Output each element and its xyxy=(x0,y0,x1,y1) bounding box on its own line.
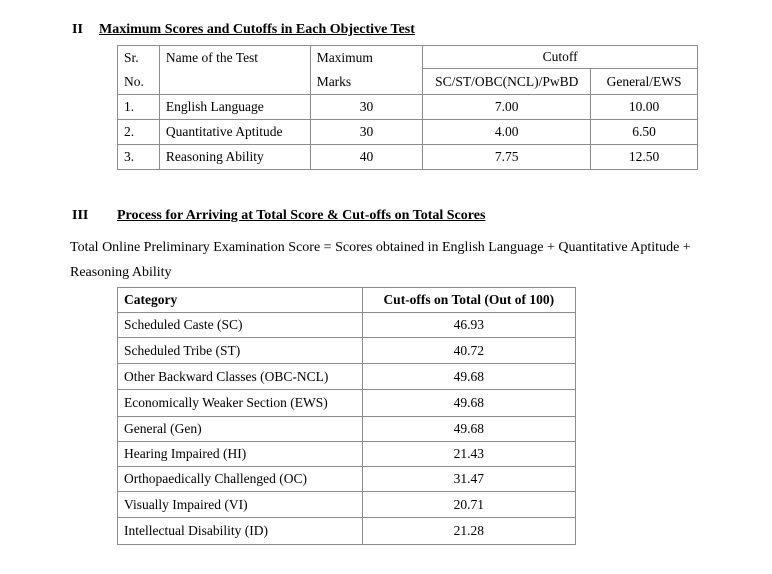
sr-cell: 1. xyxy=(118,95,160,120)
table-row xyxy=(118,442,576,467)
test-name-cell: Reasoning Ability xyxy=(159,145,310,170)
cutoff-value-cell: 31.47 xyxy=(362,467,575,492)
cutoff-value-cell: 49.68 xyxy=(362,417,575,442)
test-name-cell: Quantitative Aptitude xyxy=(159,120,310,145)
table-row xyxy=(118,492,576,518)
sr-cell: 3. xyxy=(118,145,160,170)
category-cell: Economically Weaker Section (EWS) xyxy=(118,390,363,417)
cutoff-reserved-cell: 4.00 xyxy=(423,120,591,145)
max-marks-cell: 30 xyxy=(310,120,423,145)
table-header-row xyxy=(118,288,576,313)
table-header-row-1 xyxy=(118,46,698,69)
table-row xyxy=(118,338,576,364)
cutoff-value-cell: 40.72 xyxy=(362,338,575,364)
category-cell: Other Backward Classes (OBC-NCL) xyxy=(118,364,363,390)
category-header: Category xyxy=(118,288,363,313)
cutoff-general-cell: 12.50 xyxy=(591,145,698,170)
cutoff-subheader-reserved: SC/ST/OBC(NCL)/PwBD xyxy=(423,69,591,95)
cutoff-value-cell: 46.93 xyxy=(362,313,575,338)
category-cell: Intellectual Disability (ID) xyxy=(118,518,363,545)
cutoff-total-header: Cut-offs on Total (Out of 100) xyxy=(362,288,575,313)
cutoff-value-cell: 49.68 xyxy=(362,390,575,417)
category-cell: General (Gen) xyxy=(118,417,363,442)
table-row xyxy=(118,417,576,442)
table-row xyxy=(118,145,698,170)
category-cell: Scheduled Caste (SC) xyxy=(118,313,363,338)
max-marks-cell: 30 xyxy=(310,95,423,120)
name-header-blank xyxy=(159,69,310,95)
section-2-title: Maximum Scores and Cutoffs in Each Objective Test xyxy=(99,22,415,37)
table-row xyxy=(118,313,576,338)
max-header-line2: Marks xyxy=(310,69,423,95)
table-row xyxy=(118,518,576,545)
sr-header-line2: No. xyxy=(118,69,160,95)
category-cell: Scheduled Tribe (ST) xyxy=(118,338,363,364)
cutoff-subheader-general: General/EWS xyxy=(591,69,698,95)
category-cell: Visually Impaired (VI) xyxy=(118,492,363,518)
table-row xyxy=(118,120,698,145)
cutoff-general-cell: 10.00 xyxy=(591,95,698,120)
cutoff-general-cell: 6.50 xyxy=(591,120,698,145)
score-formula-line-1: Total Online Preliminary Examination Score = Scores obtained in English Language + Quantitative Aptitude + xyxy=(70,240,691,255)
section-3-title: Process for Arriving at Total Score & Cut-offs on Total Scores xyxy=(117,208,486,223)
sr-header-line1: Sr. xyxy=(118,46,160,69)
category-cell: Hearing Impaired (HI) xyxy=(118,442,363,467)
sr-cell: 2. xyxy=(118,120,160,145)
table-row xyxy=(118,467,576,492)
table-row xyxy=(118,95,698,120)
score-formula-line-2: Reasoning Ability xyxy=(70,265,172,280)
name-header: Name of the Test xyxy=(159,46,310,69)
cutoff-header: Cutoff xyxy=(423,46,698,69)
cutoff-value-cell: 21.43 xyxy=(362,442,575,467)
category-cell: Orthopaedically Challenged (OC) xyxy=(118,467,363,492)
section-2-number: II xyxy=(72,22,83,37)
cutoff-reserved-cell: 7.00 xyxy=(423,95,591,120)
cutoff-value-cell: 49.68 xyxy=(362,364,575,390)
cutoff-value-cell: 21.28 xyxy=(362,518,575,545)
table-header-row-2 xyxy=(118,69,698,95)
cutoff-reserved-cell: 7.75 xyxy=(423,145,591,170)
max-marks-cell: 40 xyxy=(310,145,423,170)
test-name-cell: English Language xyxy=(159,95,310,120)
section-3-number: III xyxy=(72,208,89,223)
table-row xyxy=(118,364,576,390)
table-row xyxy=(118,390,576,417)
cutoff-value-cell: 20.71 xyxy=(362,492,575,518)
category-cutoff-table xyxy=(117,287,576,545)
max-header-line1: Maximum xyxy=(310,46,423,69)
objective-test-table xyxy=(117,45,698,170)
